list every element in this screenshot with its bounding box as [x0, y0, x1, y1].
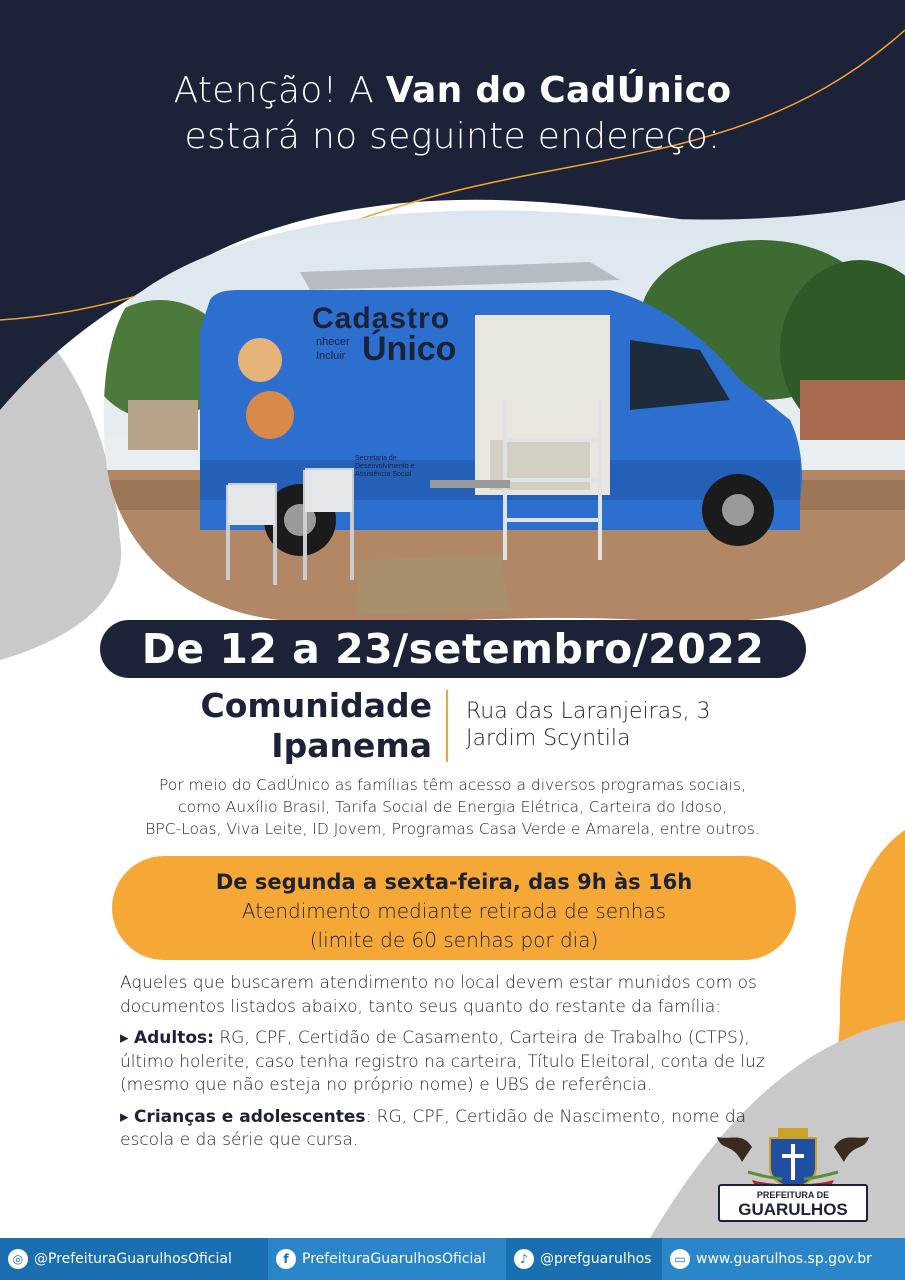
van-incluir-text: Incluir	[316, 350, 346, 362]
van-secretaria-line2: Desenvolvimento e	[355, 463, 415, 470]
address-line1: Rua das Laranjeiras, 3	[466, 699, 711, 724]
description-line2: como Auxílio Brasil, Tarifa Social de Energia Elétrica, Carteira do Idoso,	[178, 798, 727, 816]
documents-kids	[120, 1106, 790, 1153]
documents-section	[120, 972, 790, 1161]
van-secretaria-line3: Assistência Social	[355, 471, 412, 478]
facebook-handle: PrefeituraGuarulhosOficial	[302, 1251, 486, 1267]
hours-tickets: Atendimento mediante retirada de senhas	[241, 899, 667, 923]
documents-adults	[120, 1027, 790, 1098]
facebook-icon: f	[276, 1249, 296, 1269]
bullet-icon: ▸	[120, 1106, 129, 1127]
place-name	[120, 686, 432, 766]
van-unico-text: Único	[362, 330, 457, 368]
hours-limit: (limite de 60 senhas por dia)	[309, 928, 599, 952]
van-photo	[90, 200, 905, 640]
van-cadastro-text: Cadastro	[312, 302, 451, 335]
adults-text: RG, CPF, Certidão de Casamento, Carteira de Trabalho (CTPS), último holerite, caso tenha registro na carteira, Título Eleitoral, conta de luz (mesmo que não esteja no próprio nome) e UBS de referência.	[120, 1028, 765, 1095]
prefeitura-logo	[712, 1122, 874, 1226]
website-url: www.guarulhos.sp.gov.br	[696, 1251, 872, 1267]
kids-text: : RG, CPF, Certidão de Nascimento, nome da escola e da série que cursa.	[120, 1106, 747, 1150]
headline-text: Atenção! A	[173, 70, 386, 111]
description-line3: BPC-Loas, Viva Leite, ID Jovem, Programas Casa Verde e Amarela, entre outros.	[145, 820, 760, 838]
facebook-link[interactable]	[268, 1238, 506, 1280]
address-line2: Jardim Scyntila	[466, 726, 631, 751]
logo-line2: GUARULHOS	[738, 1200, 848, 1219]
hours-days: De segunda a sexta-feira, das 9h às 16h	[215, 870, 693, 894]
coat-of-arms-icon	[712, 1122, 874, 1192]
van-conhecer-text: nhecer	[316, 336, 350, 348]
hours-pill	[112, 856, 796, 960]
social-footer	[0, 1238, 905, 1280]
headline	[0, 68, 905, 160]
place-name-line2: Ipanema	[271, 726, 432, 765]
instagram-link[interactable]	[0, 1238, 268, 1280]
adults-label: Adultos:	[133, 1028, 214, 1048]
tiktok-link[interactable]	[506, 1238, 662, 1280]
monitor-icon: ▭	[670, 1249, 690, 1269]
place-address	[466, 698, 711, 752]
headline-bold: Van do CadÚnico	[385, 70, 732, 111]
place-divider	[446, 690, 448, 762]
tiktok-icon: ♪	[514, 1249, 534, 1269]
description-line1: Por meio do CadÚnico as famílias têm acesso a diversos programas sociais,	[158, 776, 746, 794]
van-secretaria-line1: Secretaria de	[355, 455, 397, 462]
headline-line1	[0, 68, 905, 114]
headline-line2: estará no seguinte endereço:	[184, 116, 721, 157]
instagram-handle: @PrefeituraGuarulhosOficial	[34, 1251, 232, 1267]
bullet-icon: ▸	[120, 1028, 129, 1048]
documents-intro: Aqueles que buscarem atendimento no local devem estar munidos com os documentos listados abaixo, tanto seus quanto do restante da família:	[120, 973, 757, 1017]
tiktok-handle: @prefguarulhos	[540, 1251, 652, 1267]
instagram-icon: ◎	[8, 1249, 28, 1269]
website-link[interactable]	[662, 1238, 905, 1280]
logo-line1: PREFEITURA DE	[756, 1190, 830, 1200]
kids-label: Crianças e adolescentes	[133, 1106, 366, 1127]
place-name-line1: Comunidade	[200, 686, 432, 725]
van-secretaria-text	[355, 455, 415, 479]
date-banner: De 12 a 23/setembro/2022	[100, 620, 806, 678]
logo-text-box	[718, 1184, 868, 1222]
program-description	[80, 774, 825, 840]
